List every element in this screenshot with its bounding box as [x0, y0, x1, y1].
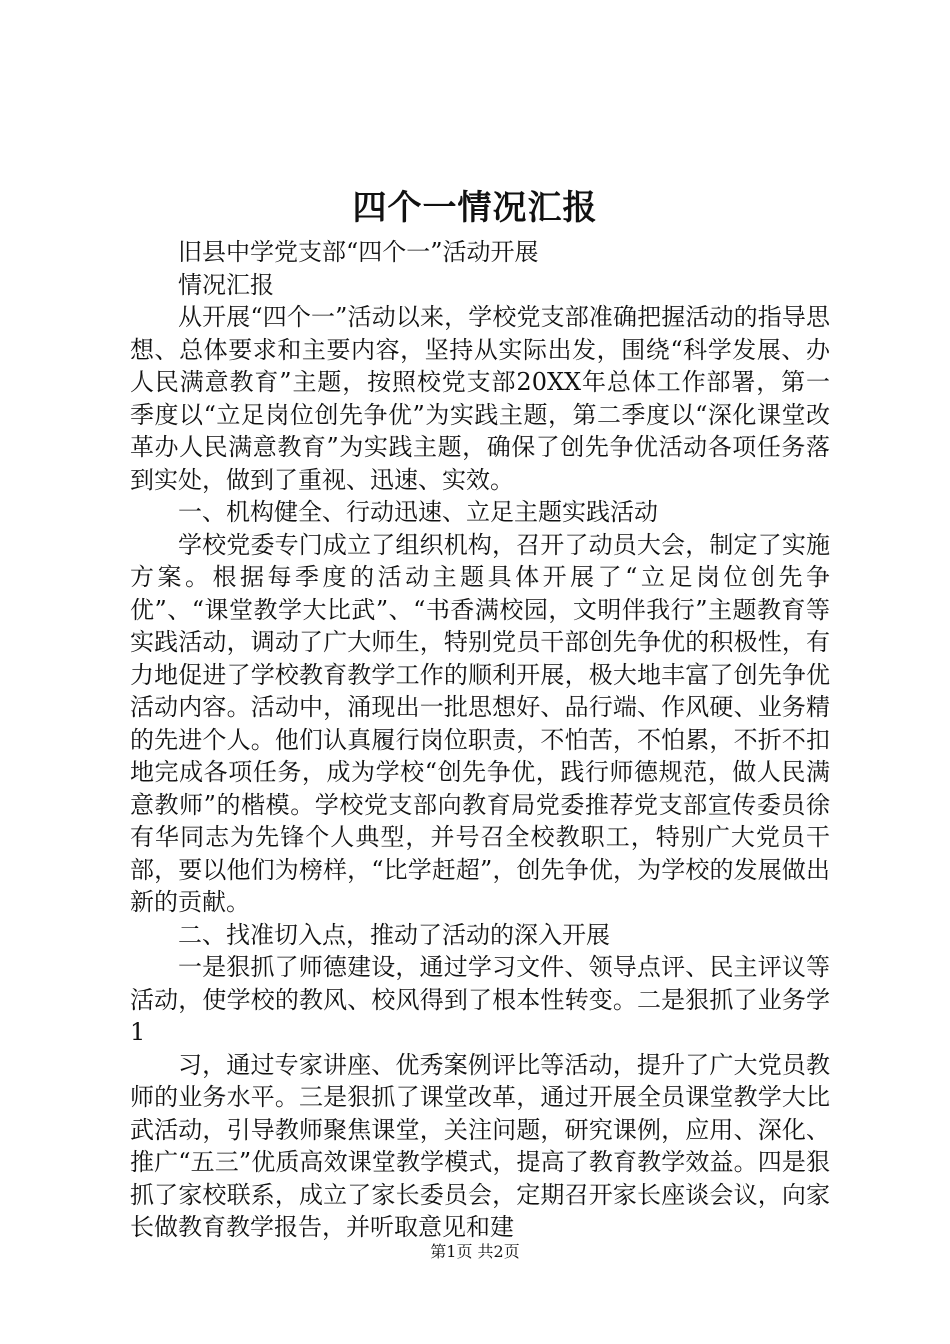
document-body — [130, 236, 830, 1244]
section-heading-1: 一、机构健全、行动迅速、立足主题实践活动 — [178, 498, 658, 526]
section-1-paragraph: 学校党委专门成立了组织机构，召开了动员大会，制定了实施方案。根据每季度的活动主题具体开展了“立足岗位创先争优”、“课堂教学大比武”、“书香满校园，文明伴我行”主题教育等实践活动，调动了广大师生，特别党员干部创先争优的积极性，有力地促进了学校教育教学工作的顺利开展，极大地丰富了创先争优活动内容。活动中，涌现出一批思想好、品行端、作风硬、业务精的先进个人。他们认真履行岗位职责，不怕苦，不怕累，不折不扣地完成各项任务，成为学校“创先争优，践行师德规范，做人民满意教师”的楷模。学校党支部向教育局党委推荐党支部宣传委员徐有华同志为先锋个人典型，并号召全校教职工，特别广大党员干部，要以他们为榜样，“比学赶超”，创先争优，为学校的发展做出新的贡献。 — [130, 530, 830, 916]
intro-paragraph: 从开展“四个一”活动以来，学校党支部准确把握活动的指导思想、总体要求和主要内容，坚持从实际出发，围绕“科学发展、办人民满意教育”主题，按照校党支部20XX年总体工作部署，第一季度以“立足岗位创先争优”为实践主题，第二季度以“深化课堂改革办人民满意教育”为实践主题，确保了创先争优活动各项任务落到实处，做到了重视、迅速、实效。 — [130, 303, 830, 494]
section-2-paragraph-1: 一是狠抓了师德建设，通过学习文件、领导点评、民主评议等活动，使学校的教风、校风得到了根本性转变。二是狠抓了业务学1 — [130, 953, 830, 1046]
subtitle-line-2: 情况汇报 — [178, 270, 274, 299]
section-heading-2: 二、找准切入点，推动了活动的深入开展 — [178, 920, 610, 949]
document-title: 四个一情况汇报 — [352, 188, 598, 228]
page-number-footer: 第1页 共2页 — [430, 1242, 520, 1261]
section-2-paragraph-2: 习，通过专家讲座、优秀案例评比等活动，提升了广大党员教师的业务水平。三是狠抓了课堂改革，通过开展全员课堂教学大比武活动，引导教师聚焦课堂，关注问题，研究课例，应用、深化、推广“五三”优质高效课堂教学模式，提高了教育教学效益。四是狠抓了家校联系，成立了家长委员会，定期召开家长座谈会议，向家长做教育教学报告，并听取意见和建 — [130, 1050, 830, 1241]
subtitle-line-1: 旧县中学党支部“四个一”活动开展 — [178, 238, 539, 266]
